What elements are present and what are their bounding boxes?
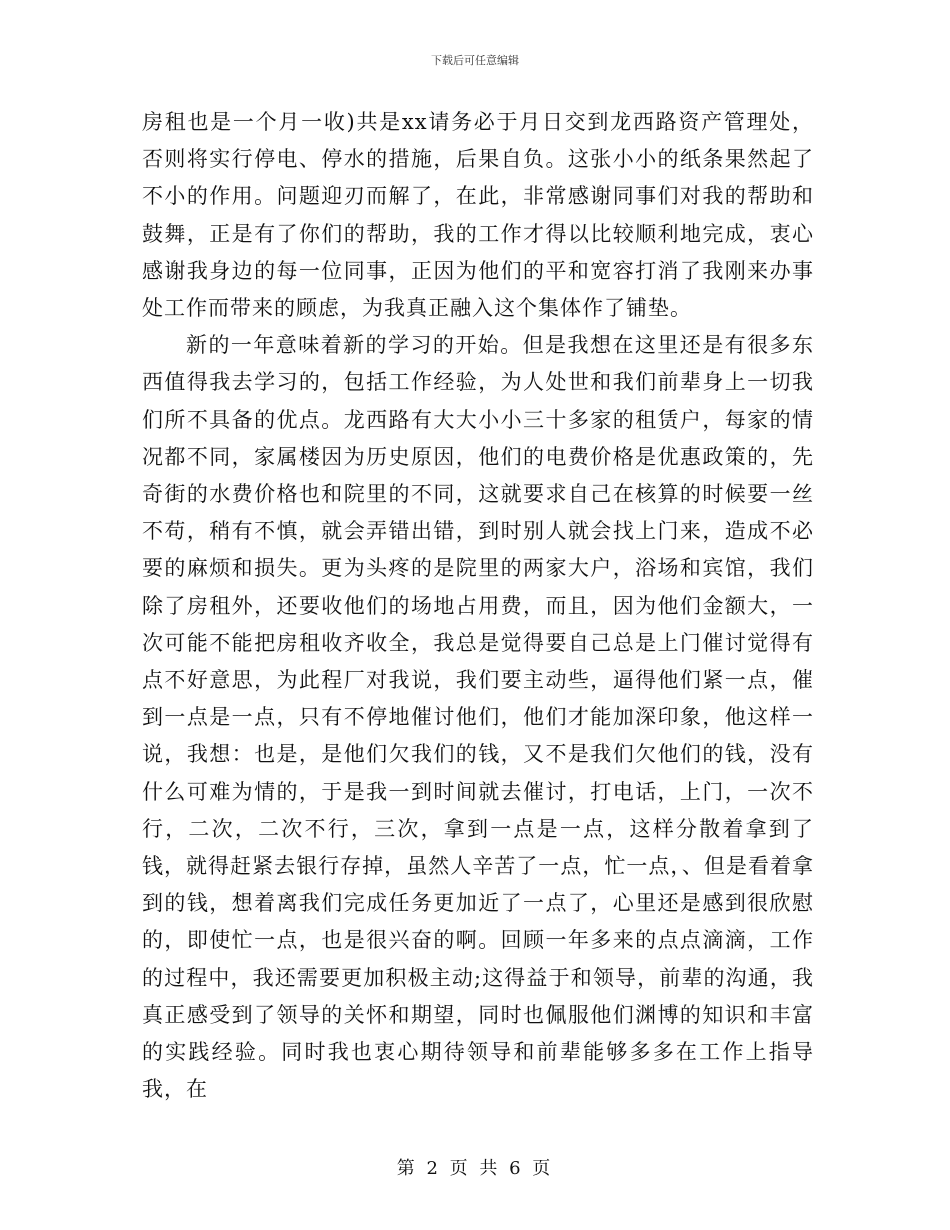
paragraph-continued: 房租也是一个月一收)共是xx请务必于月日交到龙西路资产管理处，否则将实行停电、停水的措施，后果自负。这张小小的纸条果然起了不小的作用。问题迎刃而解了，在此，非常感谢同事们对我的帮助和鼓舞，正是有了你们的帮助，我的工作才得以比较顺利地完成，衷心感谢我身边的每一位同事，正因为他们的平和宽容打消了我刚来办事处工作而带来的顾虑，为我真正融入这个集体作了铺垫。 bbox=[142, 110, 814, 321]
page-number: 第 2 页 共 6 页 bbox=[396, 1158, 554, 1179]
page-header: 下载后可任意编辑 bbox=[431, 54, 519, 67]
paragraph: 新的一年意味着新的学习的开始。但是我想在这里还是有很多东西值得我去学习的，包括工作经验，为人处世和我们前辈身上一切我们所不具备的优点。龙西路有大大小小三十多家的租赁户，每家的情况都不同，家属楼因为历史原因，他们的电费价格是优惠政策的，先奇街的水费价格也和院里的不同，这就要求自己在核算的时候要一丝不苟，稍有不慎，就会弄错出错，到时别人就会找上门来，造成不必要的麻烦和损失。更为头疼的是院里的两家大户，浴场和宾馆，我们除了房租外，还要收他们的场地占用费，而且，因为他们金额大，一次可能不能把房租收齐收全，我总是觉得要自己总是上门催讨觉得有点不好意思，为此程厂对我说，我们要主动些，逼得他们紧一点，催到一点是一点，只有不停地催讨他们，他们才能加深印象，他这样一说，我想：也是，是他们欠我们的钱，又不是我们欠他们的钱，没有什么可难为情的，于是我一到时间就去催讨，打电话，上门，一次不行，二次，二次不行，三次，拿到一点是一点，这样分散着拿到了钱，就得赶紧去银行存掉，虽然人辛苦了一点，忙一点，、但是看着拿到的钱，想着离我们完成任务更加近了一点了，心里还是感到很欣慰的，即使忙一点，也是很兴奋的啊。回顾一年多来的点点滴滴，工作的过程中，我还需要更加积极主动;这得益于和领导，前辈的沟通，我真正感受到了领导的关怀和期望，同时也佩服他们渊博的知识和丰富的实践经验。同时我也衷心期待领导和前辈能够多多在工作上指导我，在 bbox=[142, 333, 814, 1102]
body-text bbox=[142, 104, 814, 1108]
